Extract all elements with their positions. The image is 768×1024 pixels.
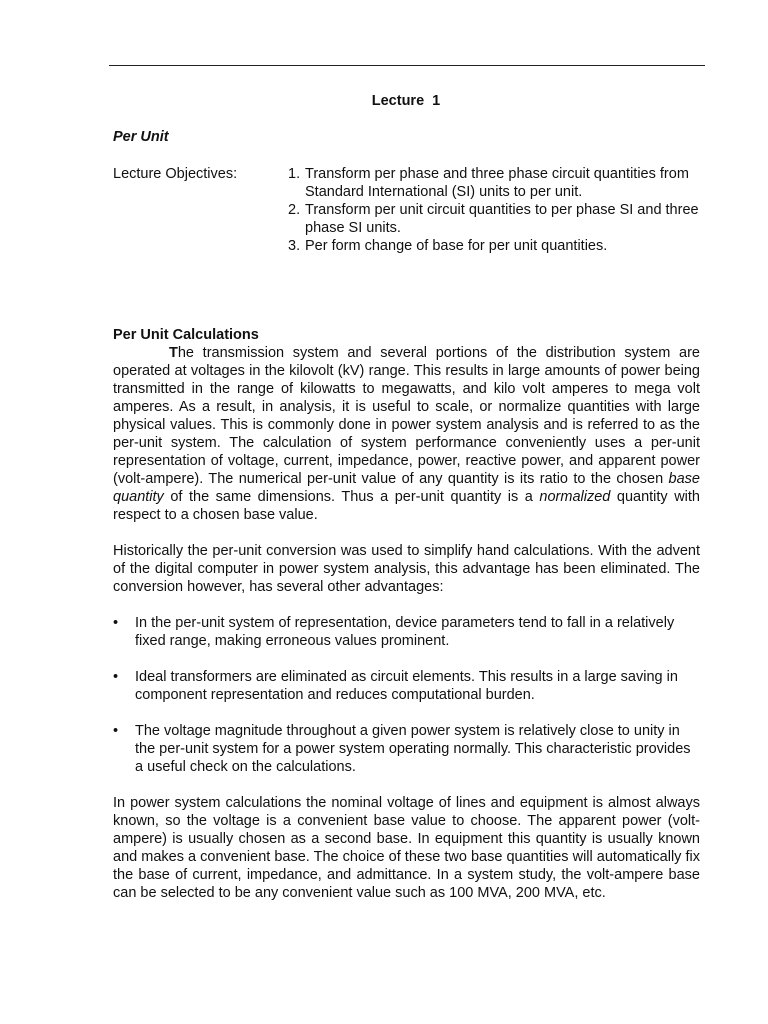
lecture-title: Lecture 1 bbox=[371, 93, 441, 109]
intro-paragraph bbox=[113, 344, 700, 524]
base-quantity-term: base quantity bbox=[113, 471, 700, 505]
intro-text-part1: he transmission system and several portions of the distribution system are operated at voltages in the kilovolt (kV) range. This results in large amounts of power being transmitted in the range of kilowatts to megawatts, and kilo volt amperes to mega volt amperes. As a result, in analysis, it is useful to scale, or normalize quantities with large physical values. This is commonly done in power system analysis and is referred to as the per-unit system. The calculation of system performance conveniently uses a per-unit representation of voltage, current, impedance, power, reactive power, and apparent power (volt-ampere). The numerical per-unit value of any quantity is its ratio to the chosen bbox=[113, 345, 700, 487]
per-unit-calculations-section bbox=[113, 326, 700, 902]
objective-text: Per form change of base for per unit quantities. bbox=[305, 238, 608, 254]
objectives-list bbox=[288, 165, 708, 255]
normalized-term: normalized bbox=[539, 489, 611, 505]
advantage-text: Ideal transformers are eliminated as circuit elements. This results in a large saving in component representation and reduces computational burden. bbox=[135, 669, 678, 703]
objective-number: 2. bbox=[288, 202, 301, 218]
intro-text-part3: quantity with respect to a chosen base value. bbox=[113, 489, 700, 523]
objective-number: 1. bbox=[288, 166, 301, 182]
objective-number: 3. bbox=[288, 238, 301, 254]
bullet-icon: • bbox=[113, 669, 119, 685]
advantage-text: The voltage magnitude throughout a given power system is relatively close to unity in the per-unit system for a power system operating normally. This characteristic provides a useful check on the calculations. bbox=[135, 723, 691, 775]
bullet-icon: • bbox=[113, 615, 119, 631]
section-heading: Per Unit Calculations bbox=[113, 327, 259, 343]
history-paragraph: Historically the per-unit conversion was used to simplify hand calculations. With the advent of the digital computer in power system analysis, this advantage has been eliminated. The conversion however, has several other advantages: bbox=[113, 543, 700, 595]
objectives-label: Lecture Objectives: bbox=[113, 166, 238, 182]
objective-item bbox=[288, 165, 708, 201]
first-letter: T bbox=[169, 345, 178, 361]
objective-item bbox=[288, 201, 708, 237]
advantages-list bbox=[113, 614, 700, 776]
objective-text: Transform per phase and three phase circuit quantities from Standard International (SI) units to per unit. bbox=[305, 166, 689, 200]
base-selection-paragraph: In power system calculations the nominal voltage of lines and equipment is almost always known, so the voltage is a convenient base value to choose. The apparent power (volt-ampere) is usually chosen as a second base. In equipment this quantity is usually known and makes a convenient base. The choice of these two base quantities will automatically fix the base of current, impedance, and admittance. In a system study, the volt-ampere base can be selected to be any convenient value such as 100 MVA, 200 MVA, etc. bbox=[113, 795, 700, 901]
objective-text: Transform per unit circuit quantities to per phase SI and three phase SI units. bbox=[305, 202, 699, 236]
intro-text-part2: of the same dimensions. Thus a per-unit quantity is a bbox=[163, 489, 540, 505]
objective-item bbox=[288, 237, 708, 255]
advantage-text: In the per-unit system of representation, device parameters tend to fall in a relatively fixed range, making erroneous values prominent. bbox=[135, 615, 675, 649]
header-rule bbox=[109, 65, 705, 66]
advantage-item bbox=[113, 668, 700, 704]
advantage-item bbox=[113, 722, 700, 776]
advantage-item bbox=[113, 614, 700, 650]
bullet-icon: • bbox=[113, 723, 119, 739]
topic-heading: Per Unit bbox=[113, 129, 169, 145]
